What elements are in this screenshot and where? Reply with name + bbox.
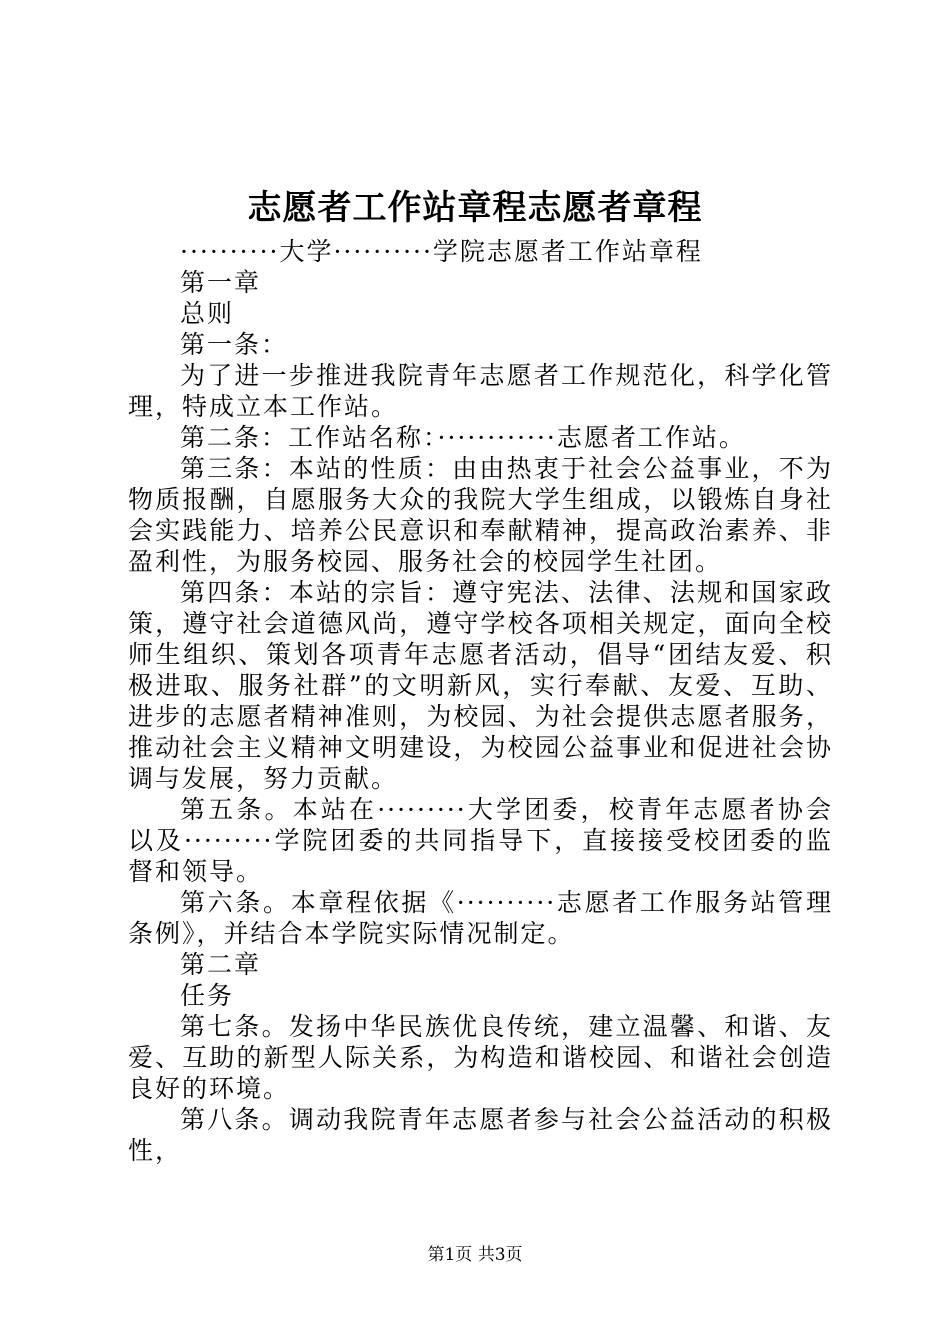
article-three-text: 第三条：本站的性质：由由热衷于社会公益事业，不为物质报酬，自愿服务大众的我院大学生组成，以锻炼自身社会实践能力、培养公民意识和奉献精神，提高政治素养、非盈利性，为服务校园、服务社会的校园学生社团。 (128, 454, 833, 576)
article-four-text: 第四条：本站的宗旨：遵守宪法、法律、法规和国家政策，遵守社会道德风尚，遵守学校各项相关规定，面向全校师生组织、策划各项青年志愿者活动，倡导“团结友爱、积极进取、服务社群”的文明新风，实行奉献、友爱、互助、进步的志愿者精神准则，为校园、为社会提供志愿者服务，推动社会主义精神文明建设，为校园公益事业和促进社会协调与发展，努力贡献。 (128, 578, 833, 793)
article-one-text: 为了进一步推进我院青年志愿者工作规范化，科学化管理，特成立本工作站。 (128, 361, 833, 421)
chapter-two-title: 任务 (180, 981, 235, 1010)
article-seven-text: 第七条。发扬中华民族优良传统，建立温馨、和谐、友爱、互助的新型人际关系，为构造和谐校园、和谐社会创造良好的环境。 (128, 1012, 833, 1103)
article-eight-text: 第八条。调动我院青年志愿者参与社会公益活动的积极性， (128, 1105, 833, 1165)
document-title: 志愿者工作站章程志愿者章程 (247, 188, 703, 228)
article-two-text: 第二条：工作站名称：············志愿者工作站。 (180, 423, 746, 452)
article-five-text: 第五条。本站在·········大学团委，校青年志愿者协会以及·········学院团委的共同指导下，直接接受校团委的监督和领导。 (128, 795, 833, 886)
chapter-one-title: 总则 (180, 299, 235, 328)
article-six-text: 第六条。本章程依据《··········志愿者工作服务站管理条例》，并结合本学院实际情况制定。 (128, 888, 833, 948)
chapter-one-label: 第一章 (180, 268, 262, 297)
document-body (128, 236, 833, 1166)
chapter-two-label: 第二章 (180, 950, 262, 979)
page-footer: 第1页 共3页 (427, 1245, 523, 1265)
paragraph-heading-line: ··········大学··········学院志愿者工作站章程 (180, 237, 703, 266)
article-one-label: 第一条： (180, 330, 289, 359)
